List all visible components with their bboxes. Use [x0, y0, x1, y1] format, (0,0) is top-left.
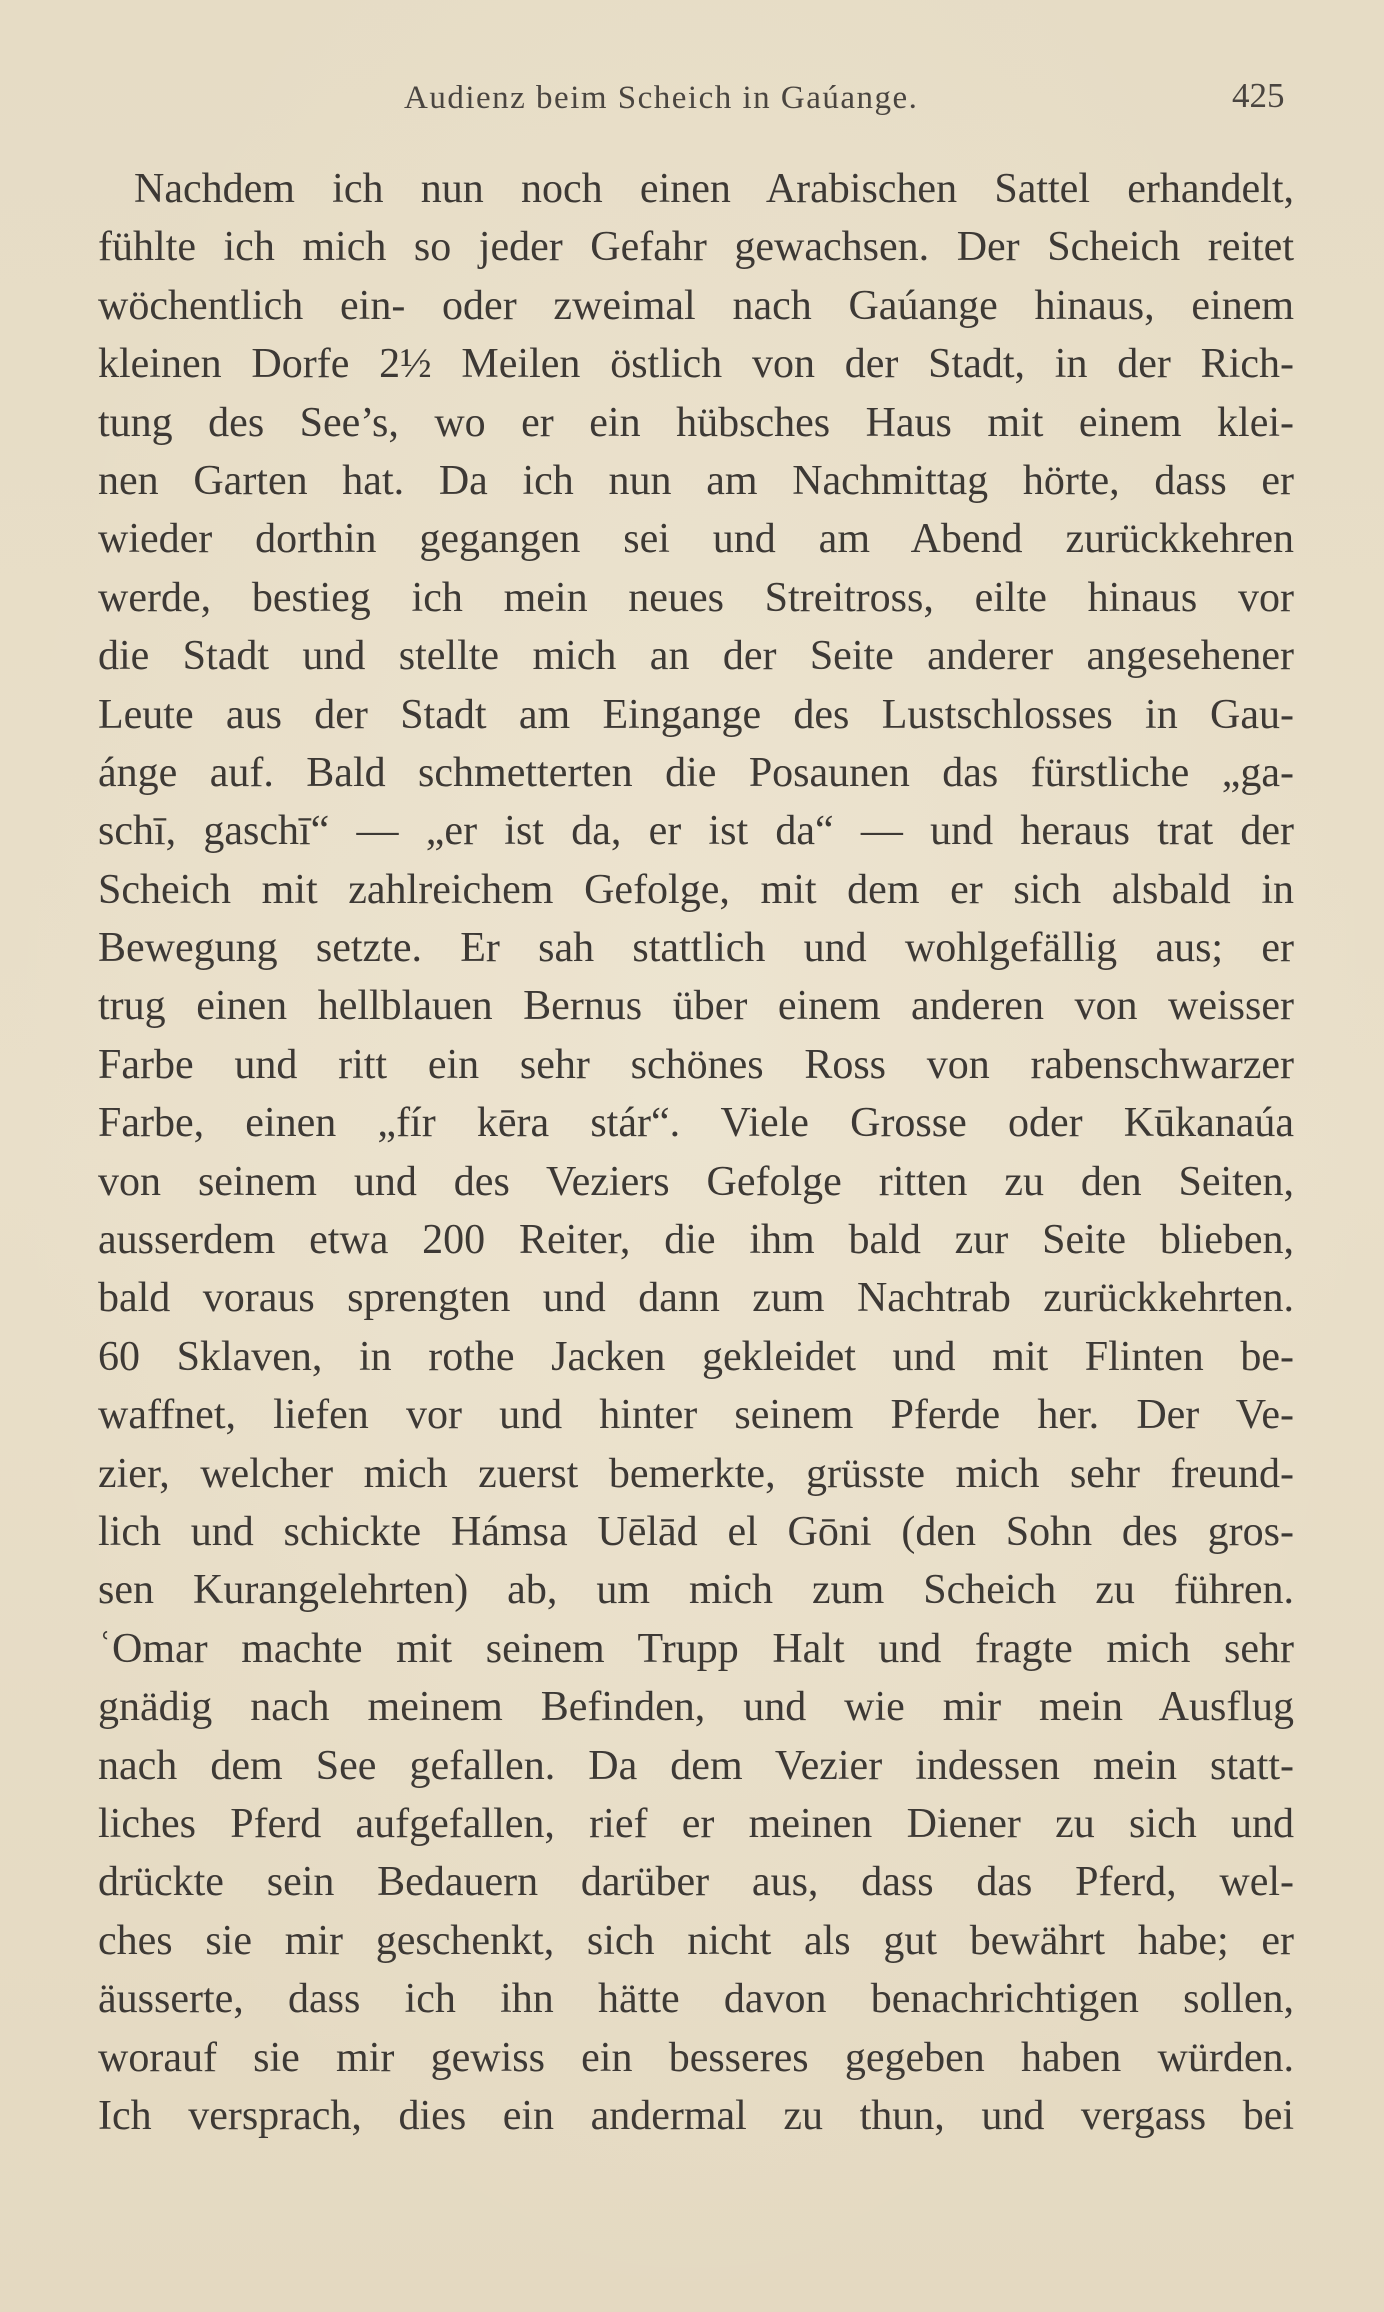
text-line: trug einen hellblauen Bernus über einem anderen von weisser: [98, 983, 1294, 1030]
text-line: Nachdem ich nun noch einen Arabischen Sattel erhandelt,: [134, 166, 1294, 212]
text-line: Leute aus der Stadt am Eingange des Lustschlosses in Gau-: [98, 691, 1294, 738]
text-line: tung des See’s, wo er ein hübsches Haus mit einem klei-: [98, 399, 1294, 446]
page-number: 425: [1232, 76, 1285, 115]
text-line: nach dem See gefallen. Da dem Vezier indessen mein statt-: [98, 1742, 1294, 1789]
text-line: schī, gaschī“ — „er ist da, er ist da“ — und heraus trat der: [98, 808, 1294, 855]
text-line: ausserdem etwa 200 Reiter, die ihm bald zur Seite blieben,: [98, 1217, 1294, 1264]
text-line: ʿOmar machte mit seinem Trupp Halt und fragte mich sehr: [98, 1625, 1294, 1672]
text-line: waffnet, liefen vor und hinter seinem Pferde her. Der Ve-: [98, 1392, 1294, 1439]
text-line: Ich versprach, dies ein andermal zu thun, und vergass bei: [98, 2092, 1294, 2139]
text-line: wöchentlich ein- oder zweimal nach Gaúange hinaus, einem: [98, 282, 1294, 329]
text-line: Bewegung setzte. Er sah stattlich und wohlgefällig aus; er: [98, 925, 1294, 972]
text-line: zier, welcher mich zuerst bemerkte, grüsste mich sehr freund-: [98, 1450, 1294, 1497]
text-line: kleinen Dorfe 2½ Meilen östlich von der Stadt, in der Rich-: [98, 341, 1294, 388]
text-line: nen Garten hat. Da ich nun am Nachmittag hörte, dass er: [98, 457, 1294, 504]
text-line: wieder dorthin gegangen sei und am Abend zurückkehren: [98, 516, 1294, 563]
text-line: drückte sein Bedauern darüber aus, dass das Pferd, wel-: [98, 1859, 1294, 1906]
text-line: sen Kurangelehrten) ab, um mich zum Scheich zu führen.: [98, 1567, 1294, 1614]
text-line: fühlte ich mich so jeder Gefahr gewachsen. Der Scheich reitet: [98, 224, 1294, 271]
text-line: von seinem und des Veziers Gefolge ritten zu den Seiten,: [98, 1158, 1294, 1205]
text-line: Farbe, einen „fír kēra stár“. Viele Grosse oder Kūkanaúa: [98, 1100, 1294, 1147]
text-line: Farbe und ritt ein sehr schönes Ross von rabenschwarzer: [98, 1041, 1294, 1088]
text-line: Scheich mit zahlreichem Gefolge, mit dem er sich alsbald in: [98, 866, 1294, 913]
text-line: worauf sie mir gewiss ein besseres gegeben haben würden.: [98, 2034, 1294, 2081]
text-line: gnädig nach meinem Befinden, und wie mir mein Ausflug: [98, 1684, 1294, 1731]
body-text: [98, 160, 1294, 2145]
text-line: liches Pferd aufgefallen, rief er meinen Diener zu sich und: [98, 1800, 1294, 1847]
text-line: ches sie mir geschenkt, sich nicht als gut bewährt habe; er: [98, 1917, 1294, 1964]
text-line: werde, bestieg ich mein neues Streitross, eilte hinaus vor: [98, 574, 1294, 621]
running-head-title: Audienz beim Scheich in Gaúange.: [404, 80, 919, 116]
text-line: die Stadt und stellte mich an der Seite anderer angesehener: [98, 633, 1294, 680]
text-line: äusserte, dass ich ihn hätte davon benachrichtigen sollen,: [98, 1976, 1294, 2023]
text-line: lich und schickte Hámsa Uēlād el Gōni (den Sohn des gros-: [98, 1508, 1294, 1555]
text-line: 60 Sklaven, in rothe Jacken gekleidet und mit Flinten be-: [98, 1333, 1294, 1380]
text-line: bald voraus sprengten und dann zum Nachtrab zurückkehrten.: [98, 1275, 1294, 1322]
text-line: ánge auf. Bald schmetterten die Posaunen das fürstliche „ga-: [98, 749, 1294, 796]
